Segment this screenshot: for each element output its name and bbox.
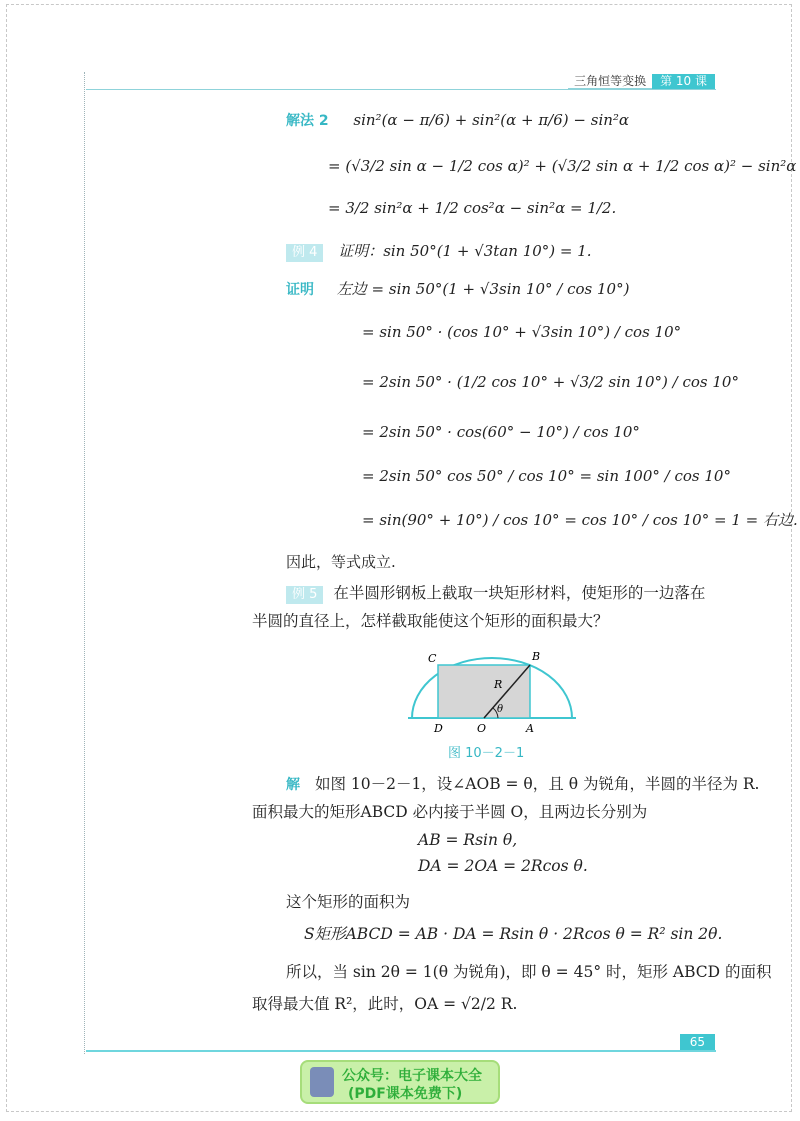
watermark-line2: (PDF课本免费下) [348, 1086, 463, 1102]
label-theta: θ [497, 704, 504, 715]
example4-tag: 例 4 [286, 244, 323, 262]
label-O: O [477, 722, 487, 735]
example4-statement: 证明：sin 50°(1 + √3tan 10°) = 1. [338, 242, 592, 260]
label-A: A [526, 722, 534, 735]
solution5-line2: 面积最大的矩形ABCD 必内接于半圆 O，且两边长分别为 [252, 803, 648, 821]
footer-rule [86, 1050, 716, 1052]
label-C: C [428, 652, 437, 665]
solution5-line1: 如图 10－2－1，设∠AOB = θ，且 θ 为锐角，半圆的半径为 R. [314, 775, 760, 793]
page-number: 65 [680, 1034, 715, 1050]
solution5-row-1 [286, 770, 759, 799]
area-intro: 这个矩形的面积为 [286, 893, 411, 911]
proof-step-5: = 2sin 50° cos 50° / cos 10° = sin 100° / cos 10° [362, 467, 731, 485]
label-B: B [532, 650, 541, 663]
proof-step-3: = 2sin 50° · (1/2 cos 10° + √3/2 sin 10°) / cos 10° [362, 373, 739, 391]
final-line-1: 所以，当 sin 2θ = 1(θ 为锐角)，即 θ = 45° 时，矩形 ABCD 的面积 [286, 963, 772, 981]
proof-row-1 [286, 279, 629, 300]
running-header [568, 74, 715, 89]
example5-statement-2: 半圆的直径上，怎样截取能使这个矩形的面积最大？ [252, 612, 609, 630]
final-line-2: 取得最大值 R²，此时，OA = √2/2 R. [252, 995, 518, 1013]
inscribed-rectangle [438, 665, 530, 718]
proof-step-4: = 2sin 50° · cos(60° − 10°) / cos 10° [362, 423, 640, 441]
figure-caption: 图 10－2－1 [448, 746, 525, 761]
semicircle-figure [402, 648, 582, 740]
example5-statement-1: 在半圆形钢板上截取一块矩形材料，使矩形的一边落在 [333, 584, 706, 602]
label-R: R [494, 678, 503, 691]
example4-statement-row [286, 241, 592, 262]
proof-label: 证明 [286, 282, 314, 298]
proof-conclusion: 因此，等式成立. [286, 553, 396, 571]
solution2-line2: = (√3/2 sin α − 1/2 cos α)² + (√3/2 sin α + 1/2 cos α)² − sin²α [328, 157, 797, 175]
equation-ab: AB = Rsin θ, [418, 831, 518, 849]
solution2-line1 [286, 110, 629, 131]
chapter-title: 三角恒等变换 [568, 74, 652, 89]
proof-step-1: 左边 = sin 50°(1 + √3sin 10° / cos 10°) [336, 280, 630, 298]
proof-step-2: = sin 50° · (cos 10° + √3sin 10°) / cos 10° [362, 323, 682, 341]
solution5-label: 解 [286, 777, 300, 793]
solution2-label: 解法 2 [286, 113, 329, 129]
area-equation: S矩形ABCD = AB · DA = Rsin θ · 2Rcos θ = R² sin 2θ. [304, 925, 723, 943]
example5-tag: 例 5 [286, 586, 323, 604]
proof-step-6: = sin(90° + 10°) / cos 10° = cos 10° / cos 10° = 1 = 右边. [362, 511, 798, 529]
watermark-line1: 公众号：电子课本大全 [342, 1068, 482, 1084]
equation-da: DA = 2OA = 2Rcos θ. [418, 857, 588, 875]
header-rule [86, 89, 716, 90]
solution2-line3: = 3/2 sin²α + 1/2 cos²α − sin²α = 1/2. [328, 199, 617, 217]
example5-line1 [286, 579, 726, 607]
label-D: D [434, 722, 443, 735]
book-icon [310, 1067, 334, 1097]
watermark-badge [300, 1060, 500, 1104]
margin-rule [84, 72, 85, 1054]
solution2-expr: sin²(α − π/6) + sin²(α + π/6) − sin²α [353, 111, 630, 129]
lesson-badge: 第 10 课 [652, 74, 715, 89]
